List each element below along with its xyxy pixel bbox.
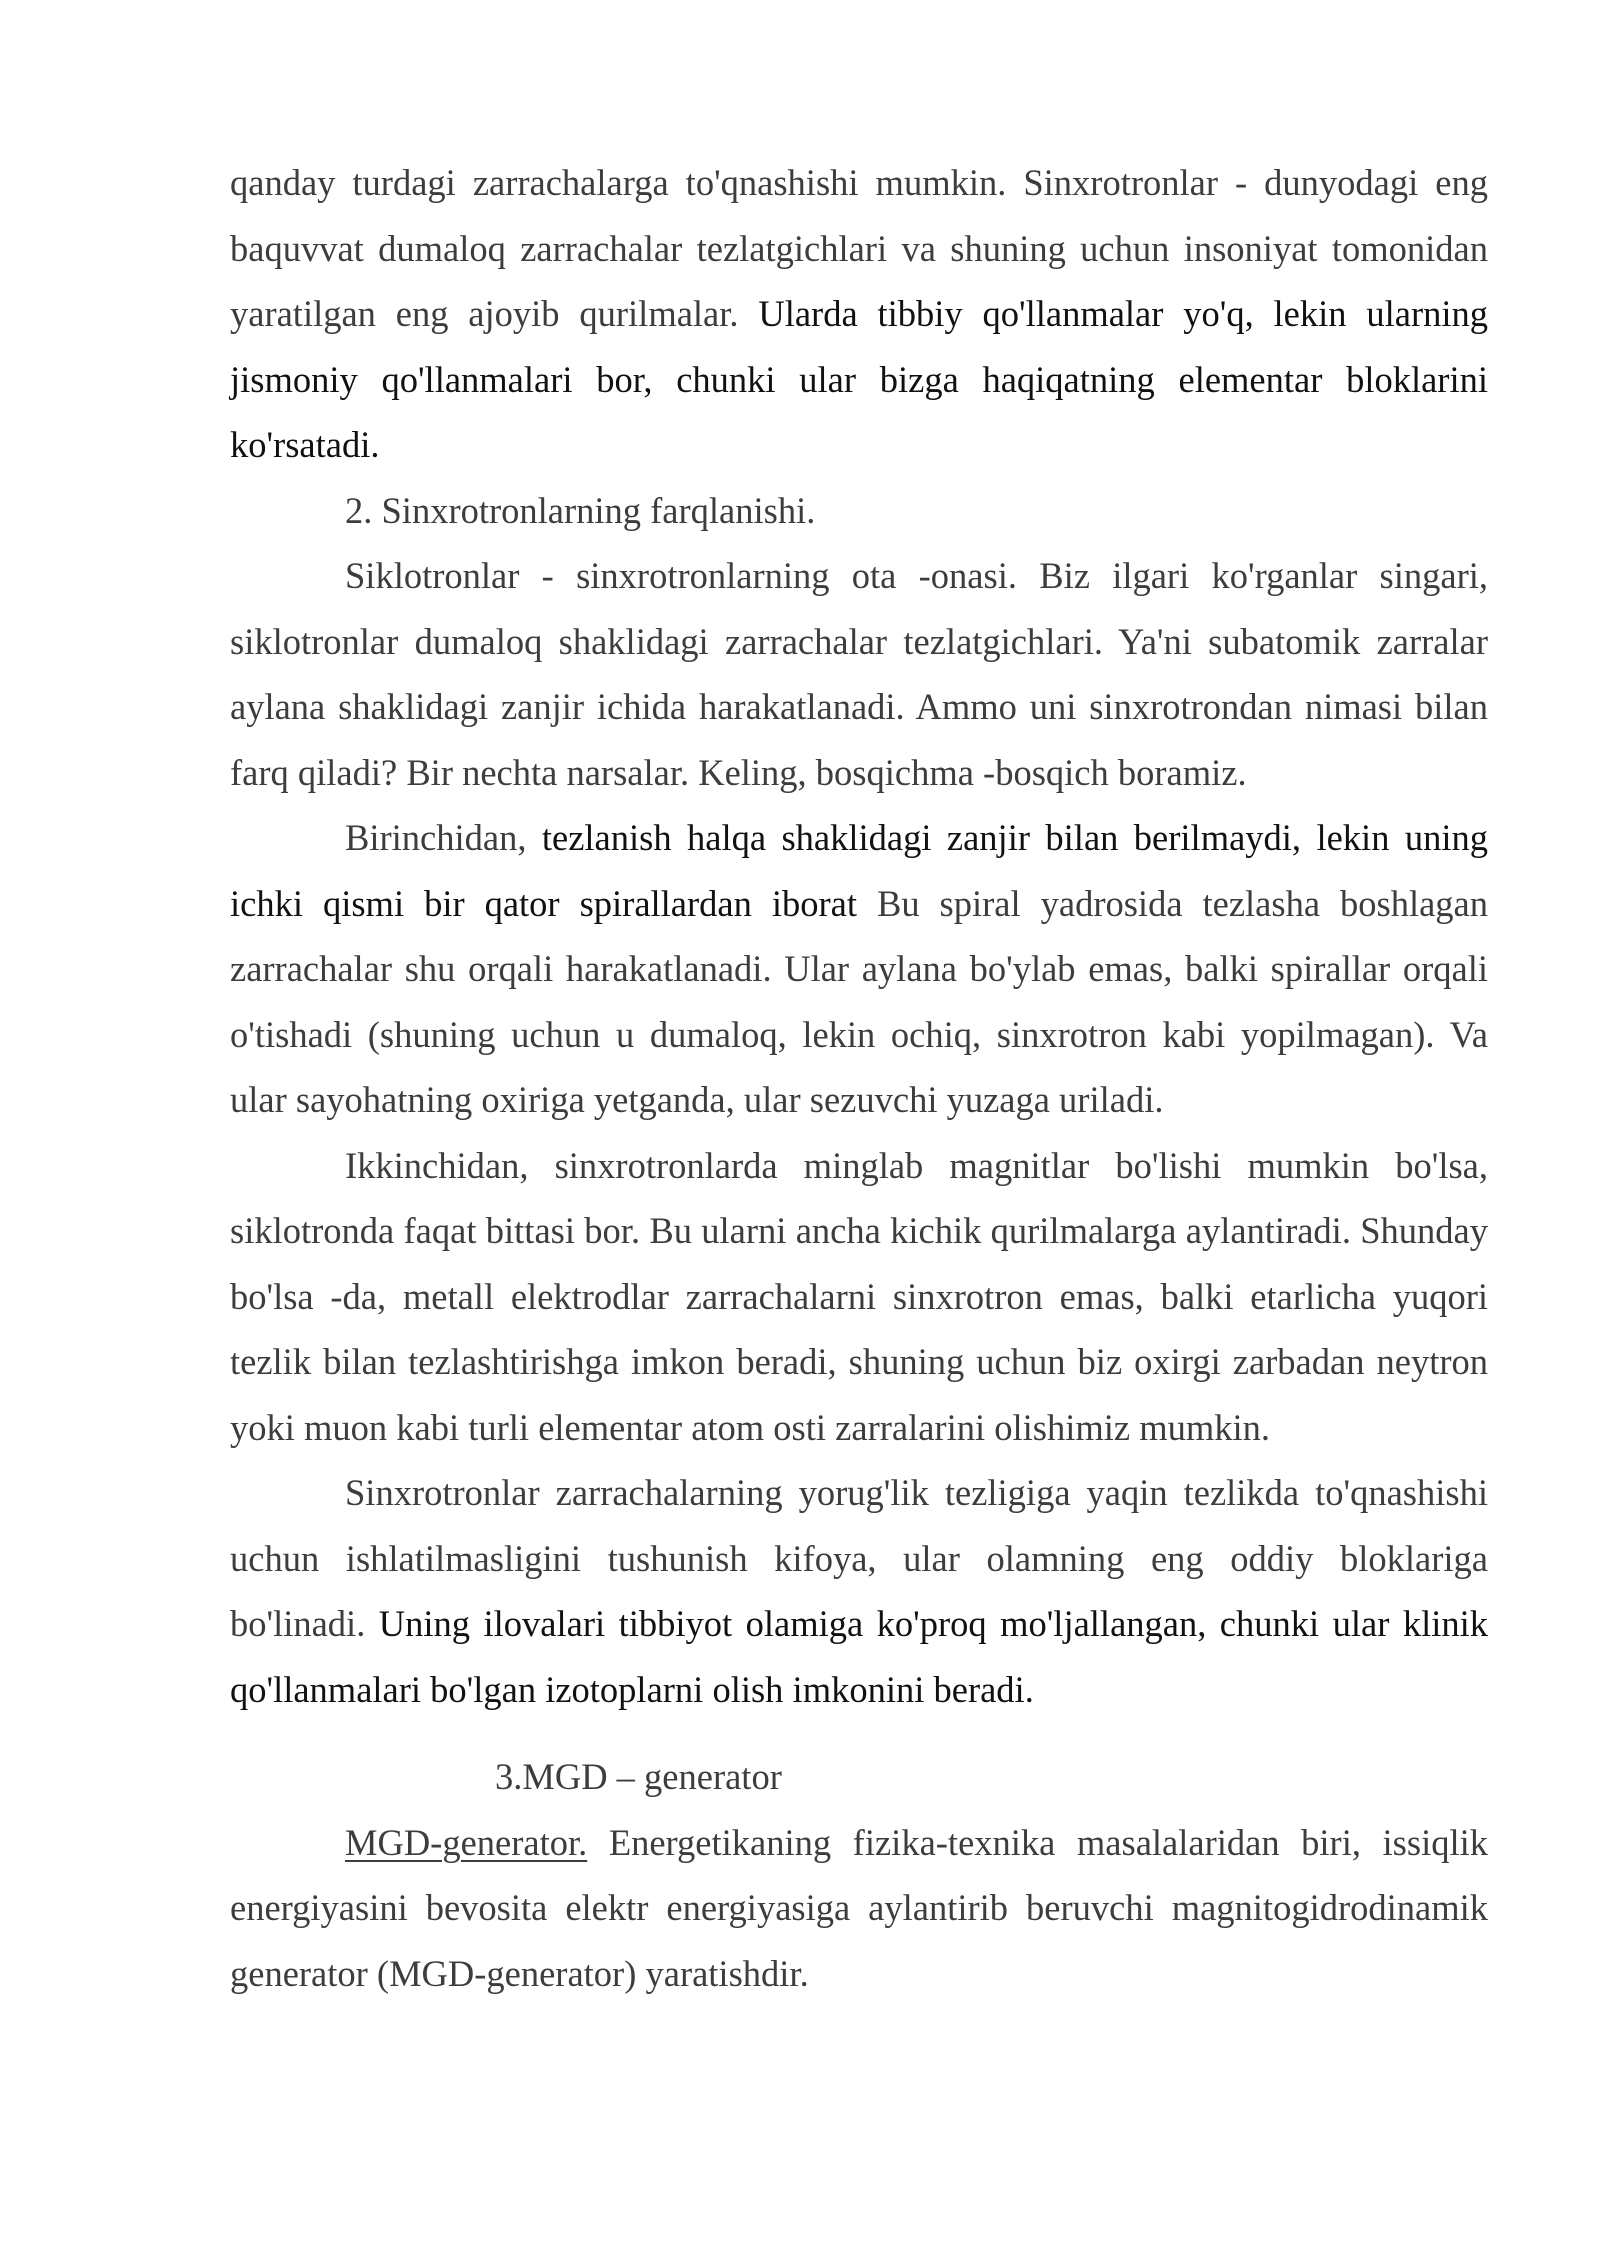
paragraph-emphasis-text: tezlanish halqa shaklidagi zanjir bilan berilmaydi, lekin uning ichki qismi bir qator spirallardan iborat: [230, 817, 1488, 924]
paragraph-secondly: Ikkinchidan, sinxrotronlarda minglab magnitlar bo'lishi mumkin bo'lsa, siklotronda faqat bittasi bor. Bu ularni ancha kichik qurilmalarga aylantiradi. Shunday bo'lsa -da, metall elektrodlar zarrachalarni sinxrotron emas, balki etarlicha yuqori tezlik bilan tezlashtirishga imkon beradi, shuning uchun biz oxirgi zarbadan neytron yoki muon kabi turli elementar atom osti zarralarini olishimiz mumkin.: [230, 1144, 1488, 1448]
paragraph-emphasis-text: Uning ilovalari tibbiyot olamiga ko'proq mo'ljallangan, chunki ular klinik qo'llanmalari bo'lgan izotoplarni olish imkonini beradi.: [230, 1603, 1488, 1710]
paragraph-text: Birinchidan,: [345, 817, 527, 858]
paragraph-text: Bu spiral yadrosida tezlasha boshlagan zarrachalar shu orqali harakatlanadi. Ular aylana bo'ylab emas, balki spirallar orqali o'tishadi (shuning uchun u dumaloq, lekin ochiq, sinxrotron kabi yopilmagan). Va ular sayohatning oxiriga yetganda, ular sezuvchi yuzaga uriladi.: [230, 882, 1489, 1120]
section-heading-2: 2. Sinxrotronlarning farqlanishi.: [345, 489, 816, 531]
paragraph-text: Sinxrotronlar zarrachalarning yorug'lik tezligiga yaqin tezlikda to'qnashishi uchun ishlatilmasligini tushunish kifoya, ular olamning eng oddiy bloklariga bo'linadi.: [230, 1472, 1488, 1644]
paragraph-text: Energetikaning fizika-texnika masalalaridan biri, issiqlik energiyasini bevosita elektr energiyasiga aylantirib beruvchi magnitogidrodinamik generator (MGD-generator) yaratishdir.: [230, 1821, 1488, 1994]
paragraph-cyclotrons: Siklotronlar - sinxrotronlarning ota -onasi. Biz ilgari ko'rganlar singari, siklotronlar dumaloq shaklidagi zarrachalar tezlatgichlari. Ya'ni subatomik zarralar aylana shaklidagi zanjir ichida harakatlanadi. Ammo uni sinxrotrondan nimasi bilan farq qiladi? Bir nechta narsalar. Keling, bosqichma -bosqich boramiz.: [230, 555, 1488, 793]
paragraph-synchrotron-use: [230, 1460, 1488, 1722]
underlined-term: MGD-generator.: [345, 1821, 588, 1863]
section-heading-3: 3.MGD – generator: [495, 1756, 782, 1797]
paragraph-synchrotron-intro: [230, 150, 1488, 478]
paragraph-mgd-generator: [230, 1810, 1488, 2007]
paragraph-firstly: [230, 805, 1488, 1133]
paragraph-text: qanday turdagi zarrachalarga to'qnashishi mumkin. Sinxrotronlar - dunyodagi eng baquvvat dumaloq zarrachalar tezlatgichlari va shuning uchun insoniyat tomonidan yaratilgan eng ajoyib qurilmalar.: [230, 162, 1488, 334]
paragraph-emphasis-text: Ularda tibbiy qo'llanmalar yo'q, lekin ularning jismoniy qo'llanmalari bor, chunki ular bizga haqiqatning elementar bloklarini ko'rsatadi.: [230, 293, 1488, 465]
document-page: [230, 150, 1488, 2006]
